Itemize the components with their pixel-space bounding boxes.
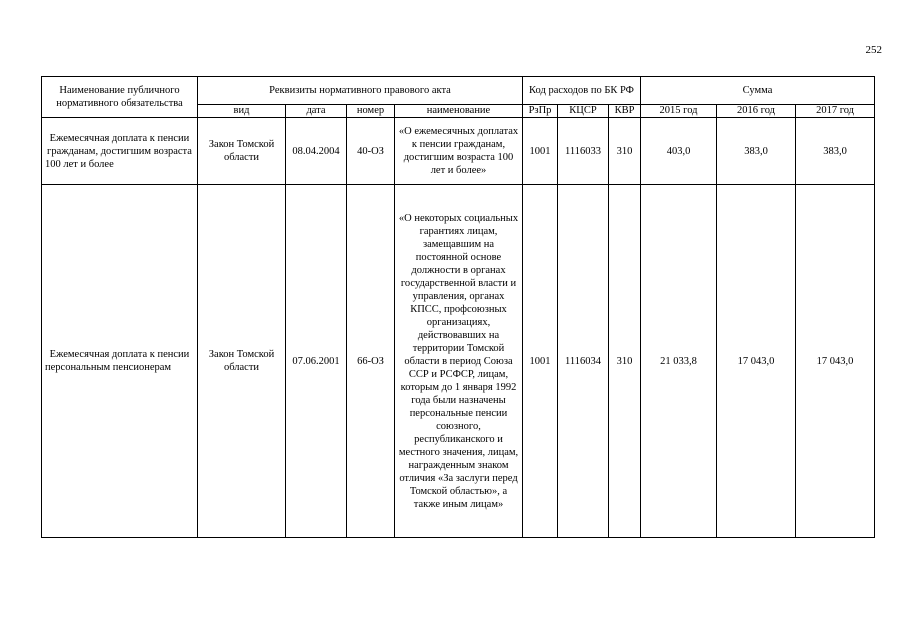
table-row xyxy=(42,118,875,185)
cell-2015: 403,0 xyxy=(641,118,717,185)
subheader-date: дата xyxy=(286,105,347,118)
cell-rzpr: 1001 xyxy=(523,118,558,185)
cell-number: 40-ОЗ xyxy=(347,118,395,185)
cell-2017: 17 043,0 xyxy=(796,185,875,538)
table-row xyxy=(42,185,875,538)
cell-rzpr: 1001 xyxy=(523,185,558,538)
cell-obligation: Ежемесячная доплата к пенсии персональным пенсионерам xyxy=(42,185,198,538)
subheader-rzpr: РзПр xyxy=(523,105,558,118)
cell-name: «О некоторых социальных гарантиях лицам, замещавшим на постоянной основе должности в органах государственной власти и управления, органах КПСС, профсоюзных организациях, действовавших на территории Томской области в период Союза ССР и РСФСР, лицам, которым до 1 января 1992 года были назначены персональные пенсии союзного, республиканского и местного значения, лицам, награжденным знаком отличия «За заслуги перед Томской областью», а также иным лицам» xyxy=(395,185,523,538)
cell-kind: Закон Томской области xyxy=(198,118,286,185)
header-requisites: Реквизиты нормативного правового акта xyxy=(198,77,523,105)
cell-kcsr: 1116033 xyxy=(558,118,609,185)
subheader-kcsr: КЦСР xyxy=(558,105,609,118)
header-row xyxy=(42,77,875,105)
cell-date: 07.06.2001 xyxy=(286,185,347,538)
cell-obligation: Ежемесячная доплата к пенсии гражданам, достигшим возраста 100 лет и более xyxy=(42,118,198,185)
cell-2015: 21 033,8 xyxy=(641,185,717,538)
subheader-2016: 2016 год xyxy=(717,105,796,118)
subheader-2017: 2017 год xyxy=(796,105,875,118)
header-obligation: Наименование публичного нормативного обязательства xyxy=(42,77,198,118)
obligations-table xyxy=(41,76,875,538)
cell-2016: 383,0 xyxy=(717,118,796,185)
cell-kvr: 310 xyxy=(609,185,641,538)
cell-name: «О ежемесячных доплатах к пенсии гражданам, достигшим возраста 100 лет и более» xyxy=(395,118,523,185)
subheader-kind: вид xyxy=(198,105,286,118)
cell-number: 66-ОЗ xyxy=(347,185,395,538)
cell-2016: 17 043,0 xyxy=(717,185,796,538)
cell-date: 08.04.2004 xyxy=(286,118,347,185)
header-sum: Сумма xyxy=(641,77,875,105)
subheader-2015: 2015 год xyxy=(641,105,717,118)
page-number: 252 xyxy=(865,44,882,56)
subheader-kvr: КВР xyxy=(609,105,641,118)
cell-kind: Закон Томской области xyxy=(198,185,286,538)
header-code: Код расходов по БК РФ xyxy=(523,77,641,105)
cell-kcsr: 1116034 xyxy=(558,185,609,538)
cell-2017: 383,0 xyxy=(796,118,875,185)
cell-kvr: 310 xyxy=(609,118,641,185)
subheader-number: номер xyxy=(347,105,395,118)
subheader-name: наименование xyxy=(395,105,523,118)
